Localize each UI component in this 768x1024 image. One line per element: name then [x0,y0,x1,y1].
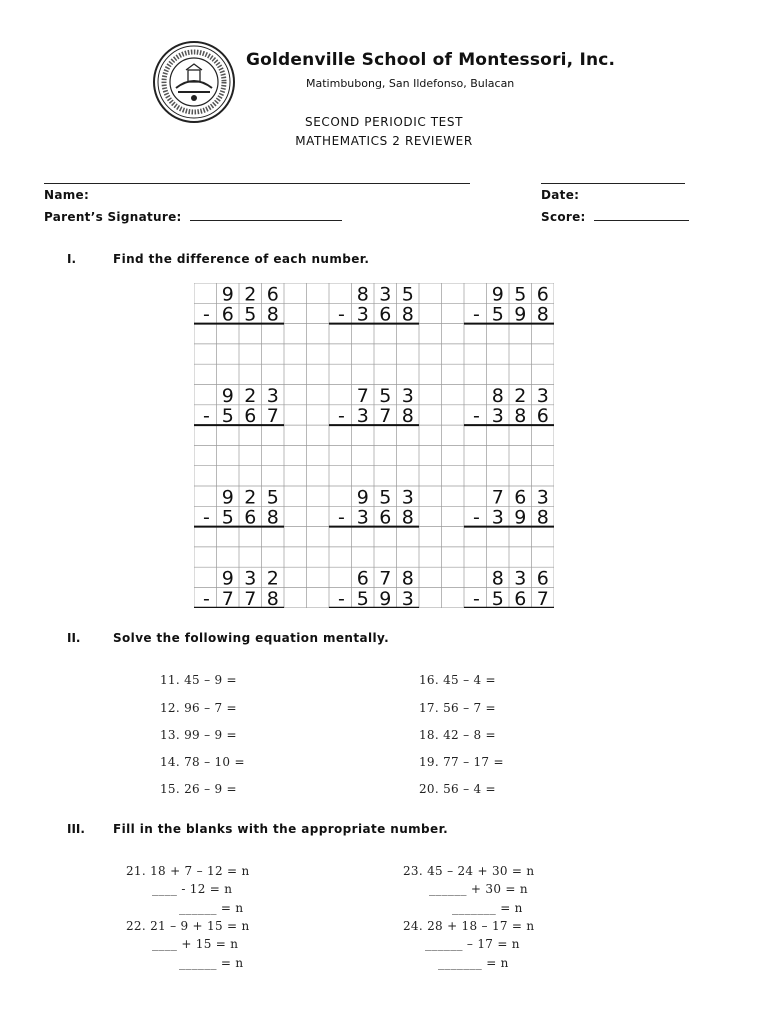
question-22-step-1[interactable]: ____ + 15 = n [152,937,239,951]
minuend-digit: 7 [491,486,504,509]
school-name: Goldenville School of Montessori, Inc. [246,50,616,70]
minuend-digit: 6 [514,486,527,509]
minus-sign: - [337,506,345,529]
section-3-instruction: Fill in the blanks with the appropriate number. [113,822,449,836]
equation-16: 16. 45 – 4 = [419,673,496,687]
minus-sign: - [472,506,480,529]
subtrahend-digit: 8 [401,303,414,326]
minuend-digit: 9 [221,567,234,590]
name-label: Name: [44,188,90,202]
minuend-digit: 9 [491,283,504,306]
subtrahend-digit: 5 [491,303,504,326]
subtrahend-digit: 3 [356,405,369,428]
section-2-number: II. [67,631,81,645]
section-2-instruction: Solve the following equation mentally. [113,631,390,645]
minuend-digit: 2 [244,283,257,306]
subtrahend-digit: 5 [356,587,369,608]
minuend-digit: 7 [356,384,369,407]
subtrahend-digit: 8 [401,405,414,428]
subtrahend-digit: 6 [244,506,257,529]
question-21: 21. 18 + 7 – 12 = n [126,864,250,878]
score-line[interactable] [594,210,689,221]
minuend-digit: 3 [536,384,549,407]
minuend-digit: 3 [514,567,527,590]
minuend-digit: 6 [536,567,549,590]
equation-11: 11. 45 – 9 = [160,673,237,687]
section-1-instruction: Find the difference of each number. [113,252,370,266]
minuend-digit: 5 [266,486,279,509]
subtrahend-digit: 6 [379,303,392,326]
subtrahend-digit: 5 [221,405,234,428]
minuend-digit: 5 [379,486,392,509]
minuend-digit: 6 [356,567,369,590]
minus-sign: - [337,405,345,428]
minuend-digit: 6 [266,283,279,306]
school-address: Matimbubong, San Ildefonso, Bulacan [306,77,515,90]
subtrahend-digit: 5 [221,506,234,529]
school-seal-icon [152,40,236,124]
equation-15: 15. 26 – 9 = [160,782,237,796]
minuend-digit: 3 [401,486,414,509]
question-24: 24. 28 + 18 – 17 = n [403,919,535,933]
subtrahend-digit: 7 [266,405,279,428]
subtrahend-digit: 7 [221,587,234,608]
subtrahend-digit: 3 [491,506,504,529]
score-label: Score: [541,210,586,224]
question-23-step-1[interactable]: ______ + 30 = n [429,882,528,896]
subtrahend-digit: 7 [379,405,392,428]
equation-13: 13. 99 – 9 = [160,728,237,742]
subtrahend-digit: 3 [356,303,369,326]
date-line[interactable] [541,183,685,184]
minuend-digit: 2 [266,567,279,590]
minus-sign: - [202,506,210,529]
subtrahend-digit: 8 [536,506,549,529]
question-24-step-1[interactable]: ______ – 17 = n [425,937,520,951]
equation-17: 17. 56 – 7 = [419,701,496,715]
subtrahend-digit: 6 [244,405,257,428]
subtrahend-digit: 8 [266,303,279,326]
minuend-digit: 9 [356,486,369,509]
minuend-digit: 2 [244,384,257,407]
signature-line[interactable] [190,210,342,221]
minuend-digit: 6 [536,283,549,306]
minuend-digit: 3 [536,486,549,509]
minuend-digit: 3 [266,384,279,407]
minus-sign: - [202,303,210,326]
question-22: 22. 21 – 9 + 15 = n [126,919,250,933]
question-21-step-2[interactable]: ______ = n [179,901,244,915]
subtraction-grid [194,283,554,608]
equation-14: 14. 78 – 10 = [160,755,245,769]
subtrahend-digit: 8 [266,506,279,529]
subtrahend-digit: 9 [514,303,527,326]
question-23: 23. 45 – 24 + 30 = n [403,864,535,878]
subtrahend-digit: 5 [491,587,504,608]
subtrahend-digit: 3 [356,506,369,529]
equation-12: 12. 96 – 7 = [160,701,237,715]
minus-sign: - [472,405,480,428]
question-24-step-2[interactable]: _______ = n [438,956,509,970]
minus-sign: - [337,303,345,326]
question-22-step-2[interactable]: ______ = n [179,956,244,970]
minus-sign: - [472,303,480,326]
minuend-digit: 5 [379,384,392,407]
minuend-digit: 7 [379,567,392,590]
minus-sign: - [472,587,480,608]
question-23-step-2[interactable]: _______ = n [452,901,523,915]
minuend-digit: 8 [356,283,369,306]
question-21-step-1[interactable]: ____ - 12 = n [152,882,233,896]
subtrahend-digit: 8 [401,506,414,529]
subtrahend-digit: 6 [379,506,392,529]
minuend-digit: 2 [244,486,257,509]
minuend-digit: 3 [401,384,414,407]
test-title: SECOND PERIODIC TEST [304,115,464,129]
subtrahend-digit: 8 [536,303,549,326]
subtrahend-digit: 6 [221,303,234,326]
subtrahend-digit: 6 [514,587,527,608]
minuend-digit: 5 [401,283,414,306]
minuend-digit: 9 [221,486,234,509]
signature-label: Parent’s Signature: [44,210,182,224]
minuend-digit: 8 [491,567,504,590]
minuend-digit: 8 [401,567,414,590]
minuend-digit: 8 [491,384,504,407]
subtrahend-digit: 7 [244,587,257,608]
minuend-digit: 9 [221,283,234,306]
subtrahend-digit: 5 [244,303,257,326]
equation-18: 18. 42 – 8 = [419,728,496,742]
minus-sign: - [337,587,345,608]
section-3-number: III. [67,822,85,836]
minuend-digit: 3 [379,283,392,306]
minuend-digit: 5 [514,283,527,306]
section-1-number: I. [67,252,77,266]
subtrahend-digit: 3 [401,587,414,608]
subtrahend-digit: 8 [266,587,279,608]
minus-sign: - [202,405,210,428]
minuend-digit: 3 [244,567,257,590]
subtrahend-digit: 7 [536,587,549,608]
minuend-digit: 9 [221,384,234,407]
subtrahend-digit: 6 [536,405,549,428]
name-line[interactable] [44,183,470,184]
equation-20: 20. 56 – 4 = [419,782,496,796]
subtrahend-digit: 3 [491,405,504,428]
minuend-digit: 2 [514,384,527,407]
minus-sign: - [202,587,210,608]
subject-title: MATHEMATICS 2 REVIEWER [295,134,473,148]
subtrahend-digit: 9 [379,587,392,608]
subtrahend-digit: 8 [514,405,527,428]
date-label: Date: [541,188,580,202]
equation-19: 19. 77 – 17 = [419,755,504,769]
subtrahend-digit: 9 [514,506,527,529]
